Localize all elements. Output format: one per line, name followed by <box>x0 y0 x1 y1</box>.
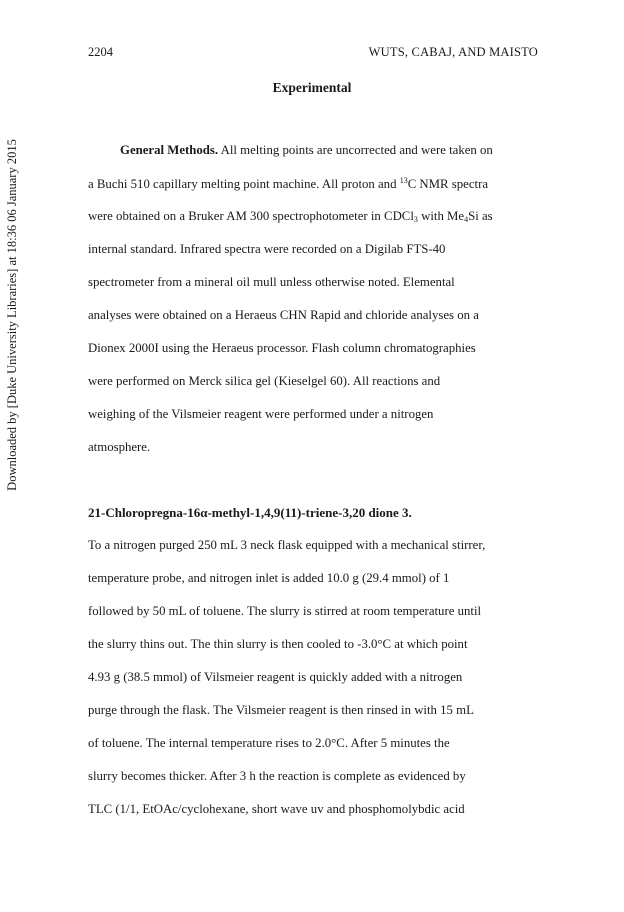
paragraph-line: spectrometer from a mineral oil mull unless otherwise noted. Elemental <box>88 275 455 289</box>
page-number: 2204 <box>88 45 113 59</box>
paragraph-text: were obtained on a Bruker AM 300 spectrophotometer in CDCl <box>88 209 414 223</box>
paragraph-text: C NMR spectra <box>407 177 489 191</box>
paragraph-line: atmosphere. <box>88 440 151 454</box>
paragraph-line: internal standard. Infrared spectra were recorded on a Digilab FTS-40 <box>88 242 446 256</box>
paragraph-line: the slurry thins out. The thin slurry is then cooled to -3.0°C at which point <box>88 637 468 651</box>
subscript: 4 <box>464 215 469 224</box>
paragraph-line: weighing of the Vilsmeier reagent were performed under a nitrogen <box>88 407 434 421</box>
section-title: Experimental <box>272 80 352 95</box>
compound-heading: 21-Chloropregna-16α-methyl-1,4,9(11)-triene-3,20 dione 3. <box>88 505 412 520</box>
paragraph-line: To a nitrogen purged 250 mL 3 neck flask equipped with a mechanical stirrer, <box>88 538 486 552</box>
superscript: 13 <box>399 176 408 185</box>
paragraph-text: All melting points are uncorrected and were taken on <box>218 143 493 157</box>
paragraph-line: were performed on Merck silica gel (Kieselgel 60). All reactions and <box>88 374 441 388</box>
paragraph-line: TLC (1/1, EtOAc/cyclohexane, short wave uv and phosphomolybdic acid <box>88 802 465 816</box>
subscript: 3 <box>413 215 418 224</box>
paragraph-line: Dionex 2000I using the Heraeus processor. Flash column chromatographies <box>88 341 476 355</box>
paragraph-text: with Me <box>417 209 465 223</box>
paragraph-line: 4.93 g (38.5 mmol) of Vilsmeier reagent is quickly added with a nitrogen <box>88 670 463 684</box>
paragraph-line: slurry becomes thicker. After 3 h the reaction is complete as evidenced by <box>88 769 466 783</box>
paragraph-line <box>88 209 493 224</box>
download-watermark: Downloaded by [Duke University Libraries] at 18:36 06 January 2015 <box>5 139 19 491</box>
paragraph-text: a Buchi 510 capillary melting point machine. All proton and <box>88 177 400 191</box>
paragraph-line: followed by 50 mL of toluene. The slurry is stirred at room temperature until <box>88 604 482 618</box>
paragraph-lead: General Methods. <box>120 143 219 157</box>
paragraph-line: temperature probe, and nitrogen inlet is added 10.0 g (29.4 mmol) of 1 <box>88 571 450 585</box>
paragraph-line <box>120 143 493 158</box>
paragraph-line: purge through the flask. The Vilsmeier reagent is then rinsed in with 15 mL <box>88 703 474 717</box>
paragraph-line: of toluene. The internal temperature rises to 2.0°C. After 5 minutes the <box>88 736 450 750</box>
paragraph-line: analyses were obtained on a Heraeus CHN Rapid and chloride analyses on a <box>88 308 479 322</box>
paragraph-text: Si as <box>468 209 493 223</box>
paragraph-line <box>88 176 488 192</box>
running-head: WUTS, CABAJ, AND MAISTO <box>368 45 538 59</box>
